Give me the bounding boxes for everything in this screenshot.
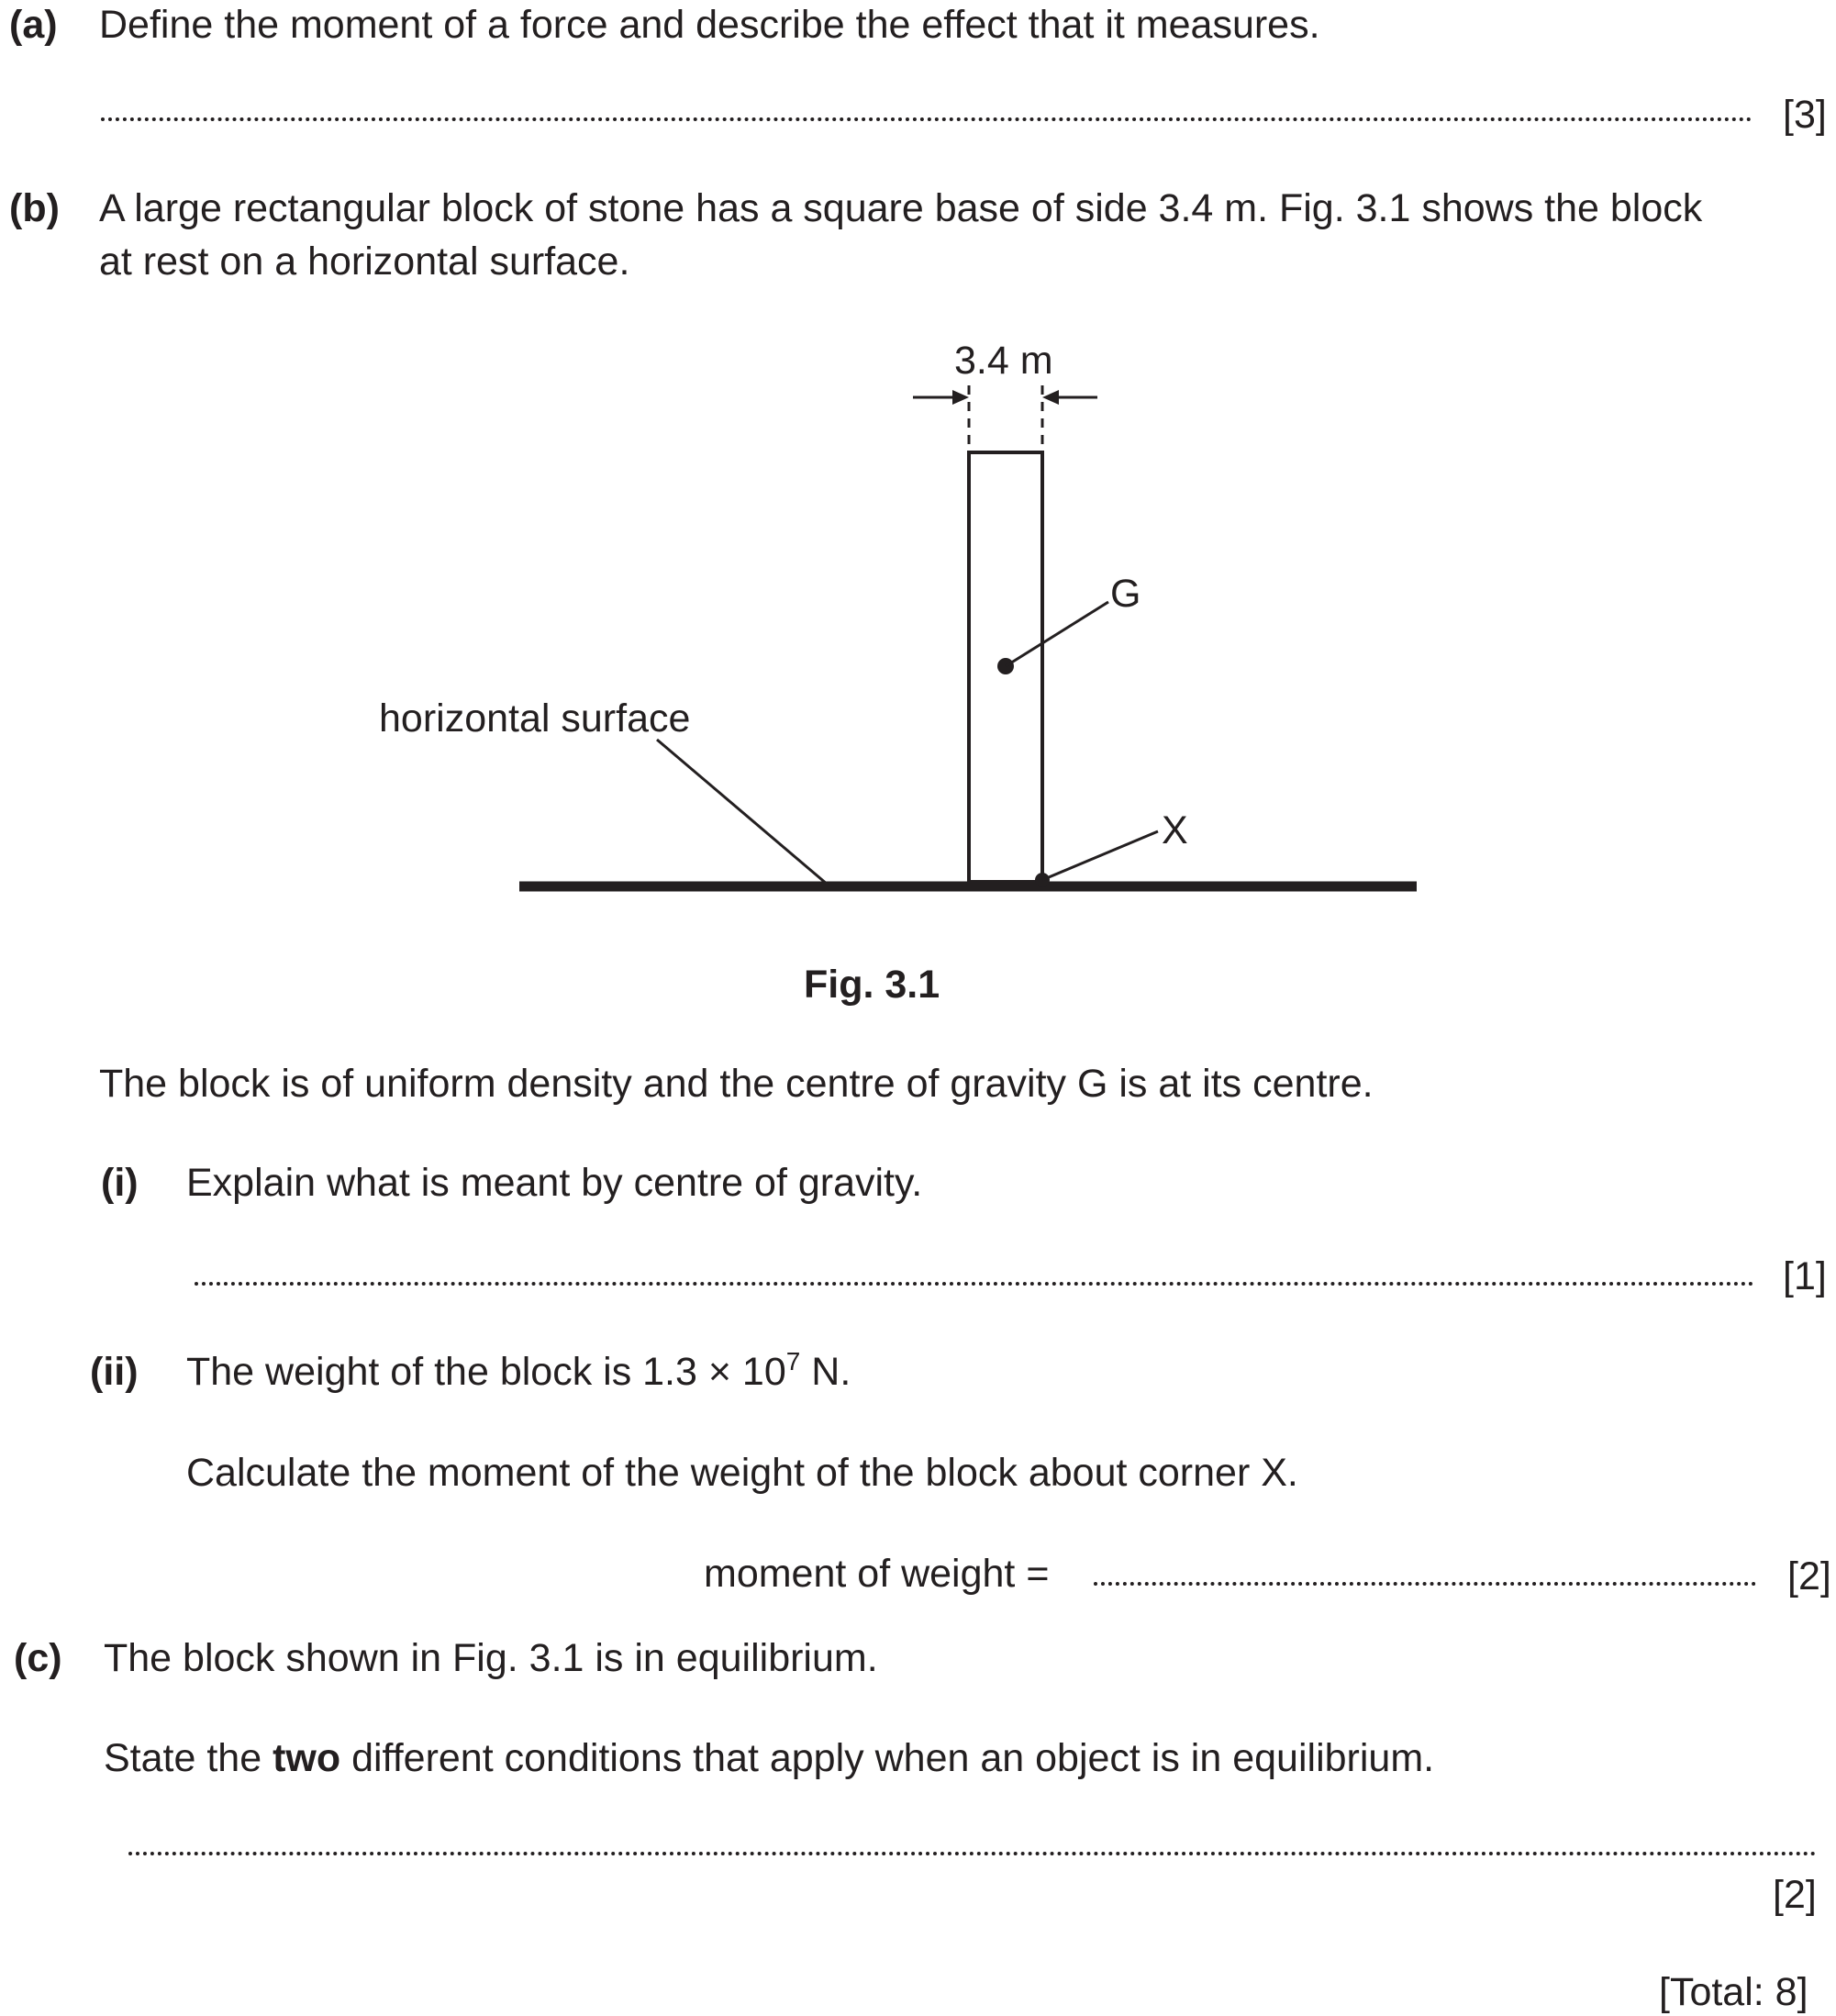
part-a-question: Define the moment of a force and describe the effect that it measures. bbox=[99, 3, 1320, 47]
sub-ii-question: Calculate the moment of the weight of the block about corner X. bbox=[186, 1451, 1298, 1495]
moment-answer-label: moment of weight = bbox=[704, 1552, 1050, 1596]
sub-i-question: Explain what is meant by centre of gravity. bbox=[186, 1161, 923, 1205]
part-c-question-bold: two bbox=[273, 1736, 341, 1780]
sub-ii-weight-exponent: 7 bbox=[785, 1347, 801, 1376]
sub-ii-weight-unit: N. bbox=[800, 1350, 851, 1394]
part-b-intro-line1: A large rectangular block of stone has a square base of side 3.4 m. Fig. 3.1 shows the block bbox=[99, 186, 1703, 230]
answer-line-c[interactable] bbox=[128, 1852, 1817, 1855]
g-label: G bbox=[1110, 572, 1141, 616]
sub-ii-weight bbox=[186, 1347, 851, 1394]
sub-i-label: (i) bbox=[101, 1161, 139, 1205]
part-b-label: (b) bbox=[9, 186, 60, 230]
x-leader-line bbox=[1042, 831, 1158, 880]
answer-line-b-i[interactable] bbox=[195, 1282, 1754, 1286]
total-marks: [Total: 8] bbox=[1659, 1970, 1808, 2014]
part-c-marks: [2] bbox=[1773, 1873, 1817, 1917]
part-c-question-after: different conditions that apply when an object is in equilibrium. bbox=[340, 1736, 1435, 1780]
density-statement: The block is of uniform density and the centre of gravity G is at its centre. bbox=[99, 1062, 1374, 1106]
part-a-marks: [3] bbox=[1783, 93, 1827, 137]
dim-arrowhead-left bbox=[952, 390, 969, 405]
part-c-statement: The block shown in Fig. 3.1 is in equilibrium. bbox=[104, 1636, 878, 1680]
figure-caption: Fig. 3.1 bbox=[804, 963, 940, 1007]
width-label: 3.4 m bbox=[954, 339, 1053, 383]
part-c-question-before: State the bbox=[104, 1736, 273, 1780]
sub-ii-marks: [2] bbox=[1787, 1554, 1831, 1598]
moment-answer-line[interactable] bbox=[1094, 1582, 1756, 1586]
sub-ii-weight-text: The weight of the block is 1.3 × 10 bbox=[186, 1350, 786, 1394]
part-b-intro-line2: at rest on a horizontal surface. bbox=[99, 239, 630, 284]
sub-i-marks: [1] bbox=[1783, 1254, 1827, 1298]
part-c-question bbox=[104, 1736, 1435, 1780]
x-label: X bbox=[1162, 808, 1188, 852]
part-a-label: (a) bbox=[9, 3, 58, 47]
g-leader-line bbox=[1006, 602, 1108, 666]
surface-leader-line bbox=[657, 740, 828, 885]
part-c-label: (c) bbox=[14, 1636, 62, 1680]
dim-arrowhead-right bbox=[1042, 390, 1059, 405]
sub-ii-label: (ii) bbox=[90, 1350, 139, 1394]
surface-label: horizontal surface bbox=[379, 696, 691, 741]
